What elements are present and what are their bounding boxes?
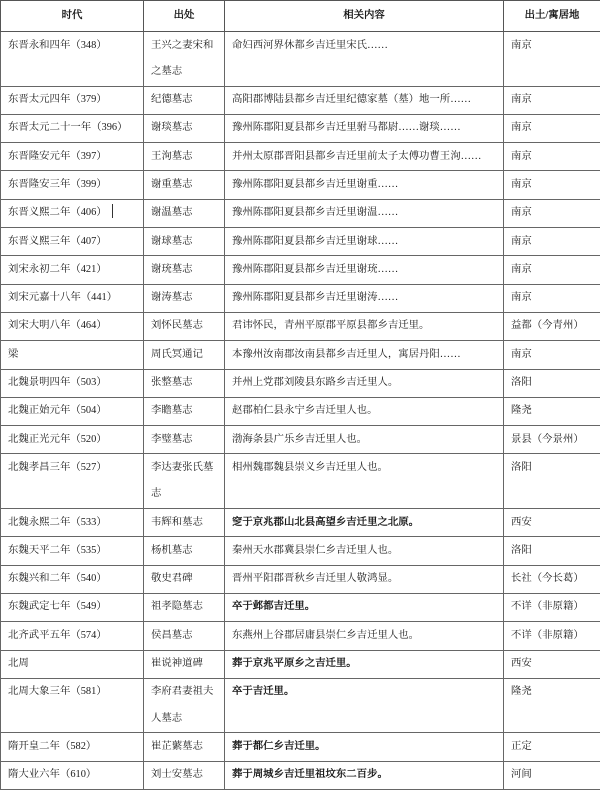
era-cell: 北魏景明四年（503） [1,369,144,397]
header-source: 出处 [144,1,225,32]
content-cell: 东燕州上谷郡居庸县崇仁乡吉迁里人也。 [225,622,504,650]
era-cell: 梁 [1,341,144,369]
era-cell: 东晋隆安元年（397） [1,143,144,171]
location-cell: 益都（今青州） [504,312,600,340]
source-cell: 韦辉和墓志 [144,509,225,537]
table-row [1,171,600,199]
table-row [1,397,600,425]
source-cell: 王兴之妻宋和之墓志 [144,32,225,87]
content-cell: 秦州天水郡冀县崇仁乡吉迁里人也。 [225,537,504,565]
source-cell: 崔说神道碑 [144,650,225,678]
table-row [1,284,600,312]
location-cell: 隆尧 [504,397,600,425]
era-cell: 隋开皇二年（582） [1,733,144,761]
location-cell: 正定 [504,733,600,761]
location-cell: 南京 [504,199,600,227]
table-row [1,32,600,87]
era-cell: 东魏天平二年（535） [1,537,144,565]
table-row [1,369,600,397]
source-cell: 纪德墓志 [144,86,225,114]
content-cell: 葬于都仁乡吉迁里。 [225,733,504,761]
era-cell: 东晋义熙三年（407） [1,228,144,256]
table-row [1,228,600,256]
table-row [1,678,600,733]
content-cell: 命妇西河界休都乡吉迁里宋氏…… [225,32,504,87]
table-row [1,537,600,565]
era-cell: 刘宋大明八年（464） [1,312,144,340]
content-cell: 高阳郡博陆县都乡吉迁里纪德家墓（墓）地一所…… [225,86,504,114]
era-cell: 北魏正光元年（520） [1,426,144,454]
content-cell: 豫州陈郡阳夏县都乡吉迁里驸马都尉……谢琰…… [225,114,504,142]
era-cell: 刘宋永初二年（421） [1,256,144,284]
location-cell: 景县（今景州） [504,426,600,454]
table-row [1,509,600,537]
era-cell: 隋大业六年（610） [1,761,144,789]
source-cell: 刘怀民墓志 [144,312,225,340]
content-cell: 渤海条县广乐乡吉迁里人也。 [225,426,504,454]
era-cell: 北魏孝昌三年（527） [1,454,144,509]
table-row [1,761,600,789]
table-row [1,199,600,227]
table-row [1,454,600,509]
source-cell: 谢珫墓志 [144,256,225,284]
era-cell: 东晋太元二十一年（396） [1,114,144,142]
content-cell: 窆于京兆郡山北县高望乡吉迁里之北原。 [225,509,504,537]
source-cell: 周氏冥通记 [144,341,225,369]
source-cell: 谢温墓志 [144,199,225,227]
location-cell: 洛阳 [504,454,600,509]
header-location: 出土/寓居地 [504,1,600,32]
era-cell: 东晋永和四年（348） [1,32,144,87]
table-row [1,622,600,650]
table-row [1,312,600,340]
era-cell: 北齐武平五年（574） [1,622,144,650]
location-cell: 南京 [504,114,600,142]
era-cell: 东晋太元四年（379） [1,86,144,114]
content-cell: 豫州陈郡阳夏县都乡吉迁里谢温…… [225,199,504,227]
table-row [1,733,600,761]
location-cell: 南京 [504,256,600,284]
source-cell: 侯昌墓志 [144,622,225,650]
location-cell: 南京 [504,171,600,199]
location-cell: 南京 [504,228,600,256]
content-cell: 本豫州汝南郡汝南县都乡吉迁里人，寓居丹阳…… [225,341,504,369]
table-row [1,426,600,454]
content-cell: 卒于吉迁里。 [225,678,504,733]
source-cell: 李府君妻祖夫人墓志 [144,678,225,733]
content-cell: 豫州陈郡阳夏县都乡吉迁里谢涛…… [225,284,504,312]
source-cell: 杨机墓志 [144,537,225,565]
era-cell[interactable] [1,199,144,227]
table-row [1,650,600,678]
location-cell: 洛阳 [504,369,600,397]
content-cell: 君讳怀民，青州平原郡平原县都乡吉迁里。 [225,312,504,340]
content-cell: 豫州陈郡阳夏县都乡吉迁里谢珫…… [225,256,504,284]
location-cell: 南京 [504,32,600,87]
content-cell: 并州上党郡刘陵县东路乡吉迁里人。 [225,369,504,397]
header-row [1,1,600,32]
location-cell: 南京 [504,86,600,114]
text-cursor [112,204,113,218]
table-row [1,143,600,171]
table-row [1,341,600,369]
location-cell: 长社（今长葛） [504,565,600,593]
content-cell: 相州魏郡魏县崇义乡吉迁里人也。 [225,454,504,509]
source-cell: 崔芷蘩墓志 [144,733,225,761]
location-cell: 不详（非原籍） [504,622,600,650]
source-cell: 谢琰墓志 [144,114,225,142]
location-cell: 洛阳 [504,537,600,565]
location-cell: 西安 [504,509,600,537]
content-cell: 并州太原郡晋阳县都乡吉迁里前太子太傅功曹王洵…… [225,143,504,171]
location-cell: 南京 [504,284,600,312]
content-cell: 葬于周城乡吉迁里祖坟东二百步。 [225,761,504,789]
content-cell: 晋州平阳郡晋秋乡吉迁里人敬鸿显。 [225,565,504,593]
source-cell: 祖孝隐墓志 [144,593,225,621]
header-era: 时代 [1,1,144,32]
source-cell: 敬史君碑 [144,565,225,593]
era-cell: 东晋隆安三年（399） [1,171,144,199]
location-cell: 河间 [504,761,600,789]
location-cell: 隆尧 [504,678,600,733]
source-cell: 谢重墓志 [144,171,225,199]
era-cell: 北魏正始元年（504） [1,397,144,425]
source-cell: 谢球墓志 [144,228,225,256]
location-cell: 不详（非原籍） [504,593,600,621]
source-cell: 李瞻墓志 [144,397,225,425]
content-cell: 卒于邺都吉迁里。 [225,593,504,621]
table-row [1,565,600,593]
content-cell: 葬于京兆平原乡之吉迁里。 [225,650,504,678]
era-cell: 东魏兴和二年（540） [1,565,144,593]
era-text: 东晋义熙二年（406） [8,207,107,219]
table-row [1,593,600,621]
content-cell: 赵郡柏仁县永宁乡吉迁里人也。 [225,397,504,425]
era-cell: 北周大象三年（581） [1,678,144,733]
era-cell: 北魏永熙二年（533） [1,509,144,537]
table-row [1,86,600,114]
content-cell: 豫州陈郡阳夏县都乡吉迁里谢重…… [225,171,504,199]
table-row [1,114,600,142]
location-cell: 南京 [504,341,600,369]
location-cell: 南京 [504,143,600,171]
source-cell: 谢涛墓志 [144,284,225,312]
source-cell: 刘士安墓志 [144,761,225,789]
era-cell: 北周 [1,650,144,678]
table-row [1,256,600,284]
content-cell: 豫州陈郡阳夏县都乡吉迁里谢球…… [225,228,504,256]
era-cell: 东魏武定七年（549） [1,593,144,621]
source-cell: 王洵墓志 [144,143,225,171]
header-content: 相关内容 [225,1,504,32]
source-cell: 李达妻张氏墓志 [144,454,225,509]
source-cell: 李璧墓志 [144,426,225,454]
source-cell: 张整墓志 [144,369,225,397]
location-cell: 西安 [504,650,600,678]
era-cell: 刘宋元嘉十八年（441） [1,284,144,312]
